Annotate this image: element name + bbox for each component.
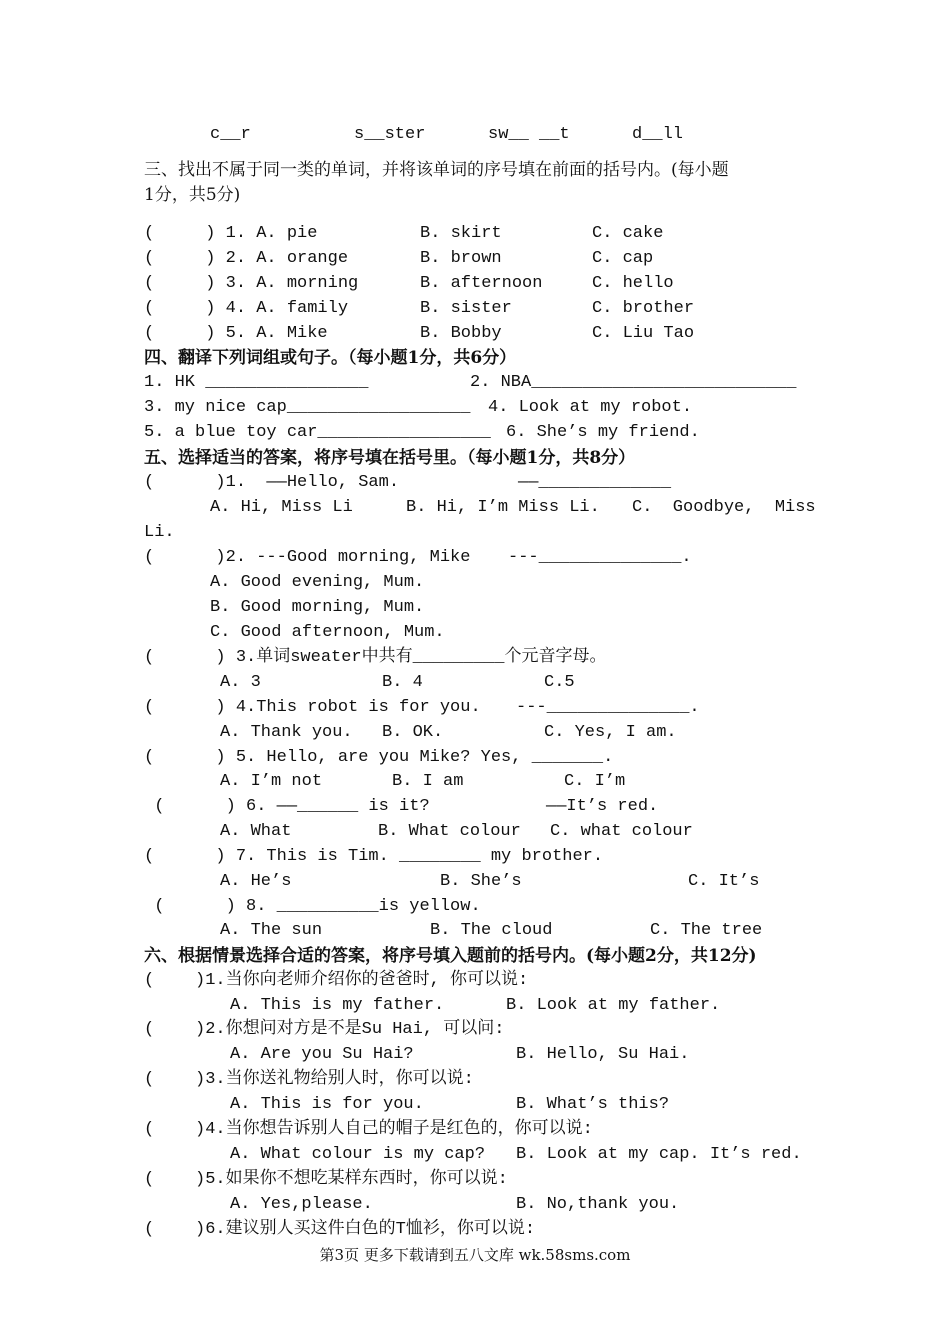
s3-q5-b: B. Bobby <box>420 324 502 343</box>
s6-q5-b: B. No,thank you. <box>516 1195 680 1214</box>
s5-q6-b: B. What colour <box>378 822 521 841</box>
s5-q2-reply: ---______________. <box>508 548 692 567</box>
s6-q2-a: A. Are you Su Hai? <box>230 1045 414 1064</box>
s5-q4-b: B. OK. <box>382 723 444 742</box>
s5-q5-a: A. I’m not <box>220 772 323 791</box>
s5-q7-c: C. It’s <box>688 872 760 891</box>
blank-word-4: d__ll <box>632 125 684 144</box>
s5-q7: ( ) 7. This is Tim. ________ my brother. <box>144 847 604 866</box>
s3-q4-c: C. brother <box>592 299 695 318</box>
s6-q6: ( )6.建议别人买这件白色的T恤衫，你可以说: <box>144 1220 536 1239</box>
s3-q1-c: C. cake <box>592 224 664 243</box>
s5-q6-c: C. what colour <box>550 822 693 841</box>
s3-q4-b: B. sister <box>420 299 512 318</box>
s5-q8-c: C. The tree <box>650 921 763 940</box>
s5-q6: ( ) 6. ——______ is it? <box>144 797 430 816</box>
s6-q2-b: B. Hello, Su Hai. <box>516 1045 690 1064</box>
s6-q3: ( )3.当你送礼物给别人时，你可以说: <box>144 1070 474 1089</box>
s4-item-6: 6. She’s my friend. <box>506 423 700 442</box>
section-3-title-line1: 三、找出不属于同一类的单词，并将该单词的序号填在前面的括号内。(每小题 <box>144 160 729 180</box>
s4-item-4: 4. Look at my robot. <box>488 398 693 417</box>
s5-q5-c: C. I’m <box>564 772 626 791</box>
s4-item-1: 1. HK ________________ <box>144 373 369 392</box>
blank-word-1: c__r <box>210 125 251 144</box>
s5-q3-b: B. 4 <box>382 673 423 692</box>
blank-word-2: s__ster <box>354 125 426 144</box>
s3-q2: ( ) 2. A. orange <box>144 249 349 268</box>
s6-q4-a: A. What colour is my cap? <box>230 1145 486 1164</box>
s6-q1-a: A. This is my father. <box>230 996 445 1015</box>
s5-q1-reply: ——_____________ <box>518 473 672 492</box>
s5-q6-a: A. What <box>220 822 292 841</box>
s3-q3: ( ) 3. A. morning <box>144 274 359 293</box>
s5-q7-a: A. He’s <box>220 872 292 891</box>
s6-q1-b: B. Look at my father. <box>506 996 721 1015</box>
s5-q4-c: C. Yes, I am. <box>544 723 677 742</box>
s5-q1-a: A. Hi, Miss Li <box>210 498 353 517</box>
s5-q6-reply: ——It’s red. <box>546 797 659 816</box>
s5-q3-a: A. 3 <box>220 673 261 692</box>
s5-q7-b: B. She’s <box>440 872 522 891</box>
s5-q2-c: C. Good afternoon, Mum. <box>210 623 445 642</box>
s6-q3-a: A. This is for you. <box>230 1095 424 1114</box>
s3-q5-c: C. Liu Tao <box>592 324 695 343</box>
page-footer: 第3页 更多下载请到五八文库 wk.58sms.com <box>319 1246 631 1264</box>
s5-q5: ( ) 5. Hello, are you Mike? Yes, _______. <box>144 748 614 767</box>
blank-word-3: sw__ __t <box>488 125 570 144</box>
s5-q4-reply: ---______________. <box>516 698 700 717</box>
s6-q4-b: B. Look at my cap. It’s red. <box>516 1145 802 1164</box>
s6-q2: ( )2.你想问对方是不是Su Hai, 可以问: <box>144 1020 505 1039</box>
section-5-title: 五、选择适当的答案，将序号填在括号里。（每小题1分，共8分） <box>144 448 636 468</box>
s3-q3-c: C. hello <box>592 274 674 293</box>
s5-q8-b: B. The cloud <box>430 921 553 940</box>
section-4-title: 四、翻译下列词组或句子。（每小题1分，共6分） <box>144 348 517 368</box>
s5-q4-a: A. Thank you. <box>220 723 353 742</box>
s5-q2-a: A. Good evening, Mum. <box>210 573 425 592</box>
s5-q3-c: C.5 <box>544 673 575 692</box>
s3-q5: ( ) 5. A. Mike <box>144 324 328 343</box>
s5-q2: ( )2. ---Good morning, Mike <box>144 548 471 567</box>
s6-q3-b: B. What’s this? <box>516 1095 670 1114</box>
s3-q2-c: C. cap <box>592 249 654 268</box>
s5-q3: ( ) 3.单词sweater中共有_________个元音字母。 <box>144 648 607 667</box>
s5-q8: ( ) 8. __________is yellow. <box>144 897 481 916</box>
s5-q4: ( ) 4.This robot is for you. <box>144 698 481 717</box>
s5-q1-b: B. Hi, I’m Miss Li. <box>406 498 600 517</box>
s3-q1: ( ) 1. A. pie <box>144 224 318 243</box>
s5-q8-a: A. The sun <box>220 921 323 940</box>
s3-q1-b: B. skirt <box>420 224 502 243</box>
s5-q5-b: B. I am <box>392 772 464 791</box>
s4-item-5: 5. a blue toy car_________________ <box>144 423 491 442</box>
s6-q5: ( )5.如果你不想吃某样东西时，你可以说: <box>144 1170 508 1189</box>
s4-item-2: 2. NBA__________________________ <box>470 373 797 392</box>
s3-q2-b: B. brown <box>420 249 502 268</box>
s5-q2-b: B. Good morning, Mum. <box>210 598 425 617</box>
s3-q4: ( ) 4. A. family <box>144 299 349 318</box>
s5-q1: ( )1. ——Hello, Sam. <box>144 473 400 492</box>
section-3-title-line2: 1分，共5分) <box>144 185 241 205</box>
s6-q4: ( )4.当你想告诉别人自己的帽子是红色的，你可以说: <box>144 1120 593 1139</box>
section-6-title: 六、根据情景选择合适的答案，将序号填入题前的括号内。(每小题2分，共12分) <box>144 946 757 966</box>
s5-q1-c: C. Goodbye, Miss <box>632 498 816 517</box>
s3-q3-b: B. afternoon <box>420 274 543 293</box>
s5-q1-c-cont: Li. <box>144 523 175 542</box>
s6-q5-a: A. Yes,please. <box>230 1195 373 1214</box>
s4-item-3: 3. my nice cap__________________ <box>144 398 471 417</box>
s6-q1: ( )1.当你向老师介绍你的爸爸时, 你可以说: <box>144 971 529 990</box>
